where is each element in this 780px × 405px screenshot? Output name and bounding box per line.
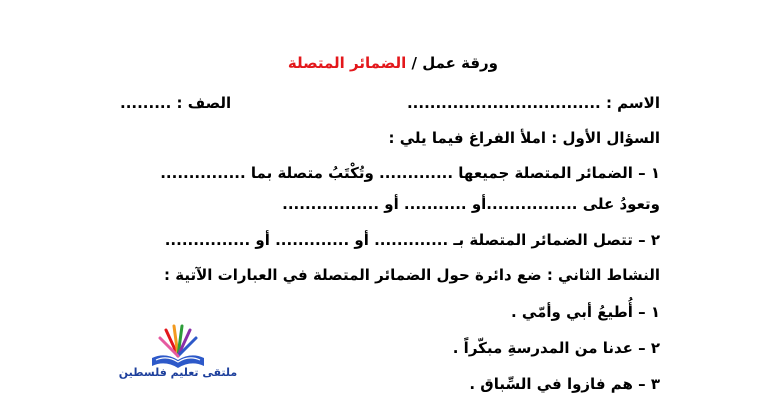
question1-item2: ٢ – تتصل الضمائر المتصلة بـ ............. أو ............. أو ............... bbox=[164, 231, 660, 249]
worksheet-title bbox=[288, 53, 498, 73]
site-logo-text: ملتقى تعليم فلسطين bbox=[118, 366, 238, 379]
sentence-1: ١ – أُطيعُ أبي وأمّي . bbox=[511, 303, 660, 321]
question1-item1: ١ – الضمائر المتصلة جميعها ............. وتُكْتَبُ متصلة بما ............... bbox=[160, 164, 660, 182]
title-topic: الضمائر المتصلة bbox=[287, 54, 407, 72]
class-field: الصف : ......... bbox=[120, 94, 232, 112]
title-prefix: ورقة عمل / bbox=[411, 54, 498, 72]
activity2-heading: النشاط الثاني : ضع دائرة حول الضمائر المتصلة في العبارات الآتية : bbox=[164, 266, 660, 284]
sentence-3: ٣ – هم فازوا في السِّباق . bbox=[469, 375, 660, 393]
sentence-2: ٢ – عدنا من المدرسةِ مبكّراً . bbox=[452, 339, 660, 357]
question1-item1-continued: وتعودُ على ................أو ........... أو ................. bbox=[282, 195, 660, 213]
question1-heading: السؤال الأول : املأ الفراغ فيما يلي : bbox=[388, 129, 660, 147]
name-field: الاسم : .................................. bbox=[406, 94, 660, 112]
